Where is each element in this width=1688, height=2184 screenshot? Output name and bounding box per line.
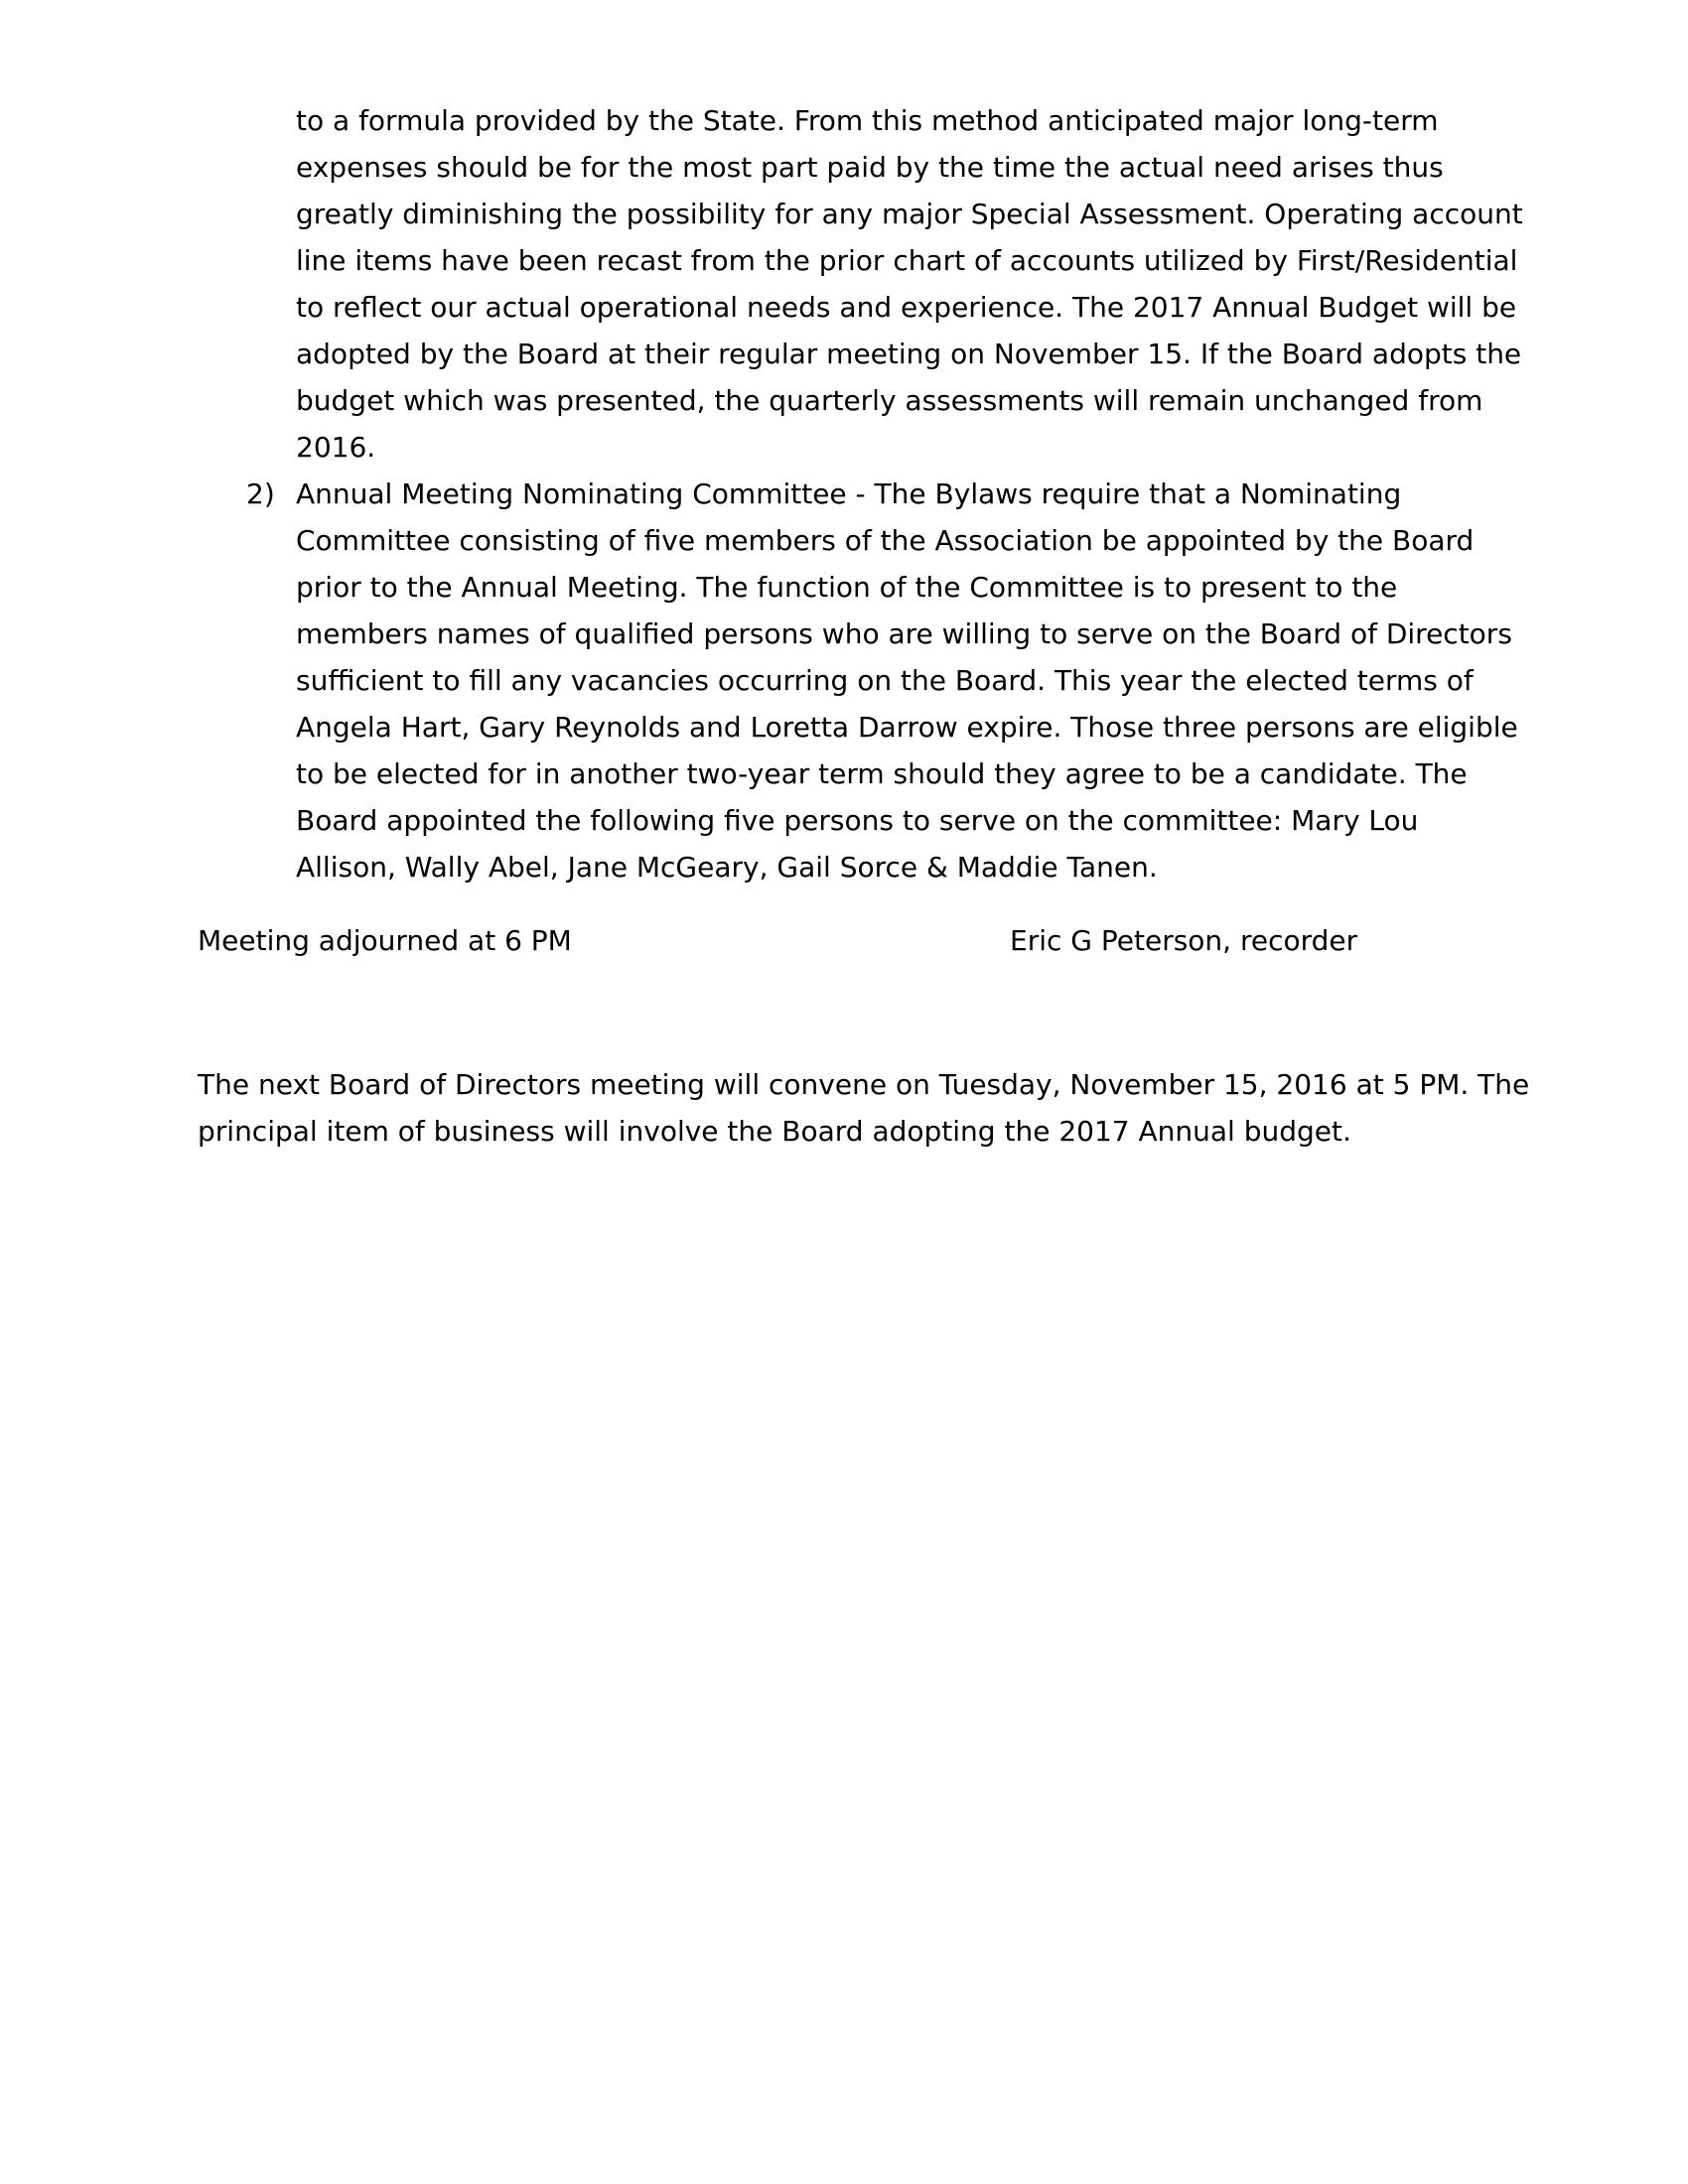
item-2-line: prior to the Annual Meeting. The function of the Committee is to present to the — [296, 571, 1398, 604]
item-1-line: expenses should be for the most part paid by the time the actual need arises thus — [296, 151, 1444, 184]
item-2-line: Angela Hart, Gary Reynolds and Loretta Darrow expire. Those three persons are eligible — [296, 711, 1518, 744]
item-1-line: adopted by the Board at their regular meeting on November 15. If the Board adopts the — [296, 338, 1522, 370]
item-2-line: to be elected for in another two-year term should they agree to be a candidate. The — [296, 757, 1468, 790]
item-2-line: Board appointed the following five persons to serve on the committee: Mary Lou — [296, 804, 1419, 837]
item-2-line: members names of qualified persons who are willing to serve on the Board of Directors — [296, 617, 1512, 650]
next-meeting-line: The next Board of Directors meeting will convene on Tuesday, November 15, 2016 at 5 PM. The — [198, 1068, 1530, 1101]
recorder-signature: Eric G Peterson, recorder — [1010, 924, 1358, 957]
list-item-number: 2) — [246, 478, 275, 510]
item-2-line: sufficient to fill any vacancies occurring on the Board. This year the elected terms of — [296, 664, 1474, 697]
item-1-line: budget which was presented, the quarterly assessments will remain unchanged from — [296, 384, 1483, 417]
item-1-line: to a formula provided by the State. From this method anticipated major long-term — [296, 104, 1439, 137]
item-2-line: Allison, Wally Abel, Jane McGeary, Gail Sorce & Maddie Tanen. — [296, 851, 1158, 884]
adjournment-text: Meeting adjourned at 6 PM — [198, 924, 572, 957]
item-1-line: line items have been recast from the prior chart of accounts utilized by First/Residential — [296, 244, 1518, 277]
item-2-line: Annual Meeting Nominating Committee - The Bylaws require that a Nominating — [296, 478, 1402, 510]
item-1-line: 2016. — [296, 431, 376, 464]
item-1-line: greatly diminishing the possibility for any major Special Assessment. Operating account — [296, 198, 1523, 230]
item-1-line: to reflect our actual operational needs and experience. The 2017 Annual Budget will be — [296, 291, 1517, 324]
item-2-line: Committee consisting of five members of the Association be appointed by the Board — [296, 524, 1475, 557]
next-meeting-line: principal item of business will involve the Board adopting the 2017 Annual budget. — [198, 1115, 1351, 1148]
